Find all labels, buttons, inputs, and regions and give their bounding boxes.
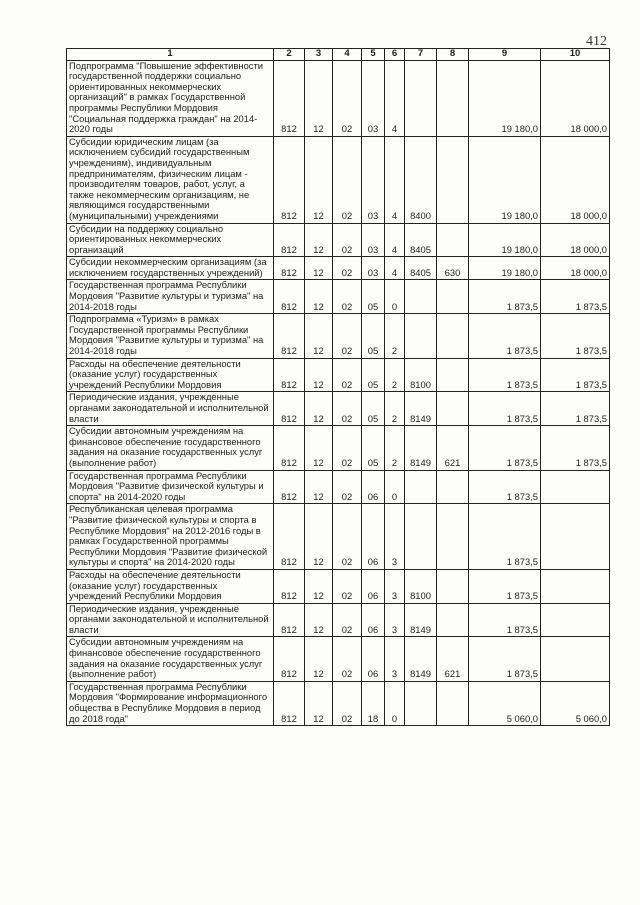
direction-code bbox=[405, 314, 437, 358]
section-code: 12 bbox=[305, 470, 333, 504]
subprogram-code: 3 bbox=[385, 603, 405, 637]
direction-code: 8100 bbox=[405, 358, 437, 392]
direction-code: 8400 bbox=[405, 136, 437, 223]
table-row bbox=[67, 223, 610, 257]
table-row bbox=[67, 60, 610, 136]
header-cell: 4 bbox=[333, 49, 362, 61]
subprogram-code: 4 bbox=[385, 257, 405, 280]
direction-code: 8100 bbox=[405, 569, 437, 603]
admin-code: 812 bbox=[274, 504, 305, 570]
direction-code bbox=[405, 280, 437, 314]
expense-type-code bbox=[437, 314, 469, 358]
amount-col10: 1 873,5 bbox=[541, 280, 610, 314]
amount-col10: 1 873,5 bbox=[541, 314, 610, 358]
admin-code: 812 bbox=[274, 637, 305, 681]
subsection-code: 02 bbox=[333, 223, 362, 257]
subprogram-code: 3 bbox=[385, 569, 405, 603]
program-code: 05 bbox=[362, 314, 385, 358]
subsection-code: 02 bbox=[333, 314, 362, 358]
program-code: 18 bbox=[362, 681, 385, 725]
program-code: 06 bbox=[362, 603, 385, 637]
direction-code: 8149 bbox=[405, 603, 437, 637]
admin-code: 812 bbox=[274, 603, 305, 637]
admin-code: 812 bbox=[274, 314, 305, 358]
subprogram-code: 0 bbox=[385, 681, 405, 725]
admin-code: 812 bbox=[274, 280, 305, 314]
row-name: Подпрограмма "Повышение эффективности государственной поддержки социально ориентированных некоммерческих организаций" в рамках Государственной программы Республики Мордовия "Социальная поддержка граждан" на 2014-2020 годы bbox=[67, 60, 274, 136]
table-row bbox=[67, 504, 610, 570]
expense-type-code bbox=[437, 470, 469, 504]
program-code: 05 bbox=[362, 426, 385, 470]
amount-col9: 1 873,5 bbox=[469, 280, 541, 314]
subsection-code: 02 bbox=[333, 60, 362, 136]
admin-code: 812 bbox=[274, 681, 305, 725]
header-cell: 6 bbox=[385, 49, 405, 61]
direction-code bbox=[405, 681, 437, 725]
section-code: 12 bbox=[305, 392, 333, 426]
amount-col10 bbox=[541, 470, 610, 504]
row-name: Республиканская целевая программа "Развитие физической культуры и спорта в Республике Мордовия" на 2012-2016 годы в рамках Государственной программы Республики Мордовия "Развитие физической культуры и спорта" на 2014-2020 годы bbox=[67, 504, 274, 570]
table-row bbox=[67, 136, 610, 223]
subsection-code: 02 bbox=[333, 280, 362, 314]
section-code: 12 bbox=[305, 426, 333, 470]
amount-col10 bbox=[541, 569, 610, 603]
amount-col10 bbox=[541, 504, 610, 570]
direction-code bbox=[405, 470, 437, 504]
expense-type-code bbox=[437, 358, 469, 392]
amount-col10: 18 000,0 bbox=[541, 60, 610, 136]
row-name: Государственная программа Республики Мордовия "Формирование информационного общества в Республике Мордовия в период до 2018 года" bbox=[67, 681, 274, 725]
page-number: 412 bbox=[586, 34, 607, 49]
direction-code bbox=[405, 504, 437, 570]
subprogram-code: 2 bbox=[385, 392, 405, 426]
amount-col9: 19 180,0 bbox=[469, 60, 541, 136]
row-name: Расходы на обеспечение деятельности (оказание услуг) государственных учреждений Республики Мордовия bbox=[67, 569, 274, 603]
section-code: 12 bbox=[305, 637, 333, 681]
direction-code: 8405 bbox=[405, 223, 437, 257]
subsection-code: 02 bbox=[333, 470, 362, 504]
subprogram-code: 2 bbox=[385, 358, 405, 392]
subprogram-code: 3 bbox=[385, 504, 405, 570]
row-name: Государственная программа Республики Мордовия "Развитие физической культуры и спорта" на 2014-2020 годы bbox=[67, 470, 274, 504]
subprogram-code: 4 bbox=[385, 136, 405, 223]
admin-code: 812 bbox=[274, 60, 305, 136]
program-code: 03 bbox=[362, 257, 385, 280]
row-name: Субсидии некоммерческим организациям (за исключением государственных учреждений) bbox=[67, 257, 274, 280]
admin-code: 812 bbox=[274, 257, 305, 280]
section-code: 12 bbox=[305, 569, 333, 603]
amount-col9: 19 180,0 bbox=[469, 257, 541, 280]
table-row bbox=[67, 426, 610, 470]
subsection-code: 02 bbox=[333, 504, 362, 570]
subprogram-code: 4 bbox=[385, 60, 405, 136]
amount-col10: 1 873,5 bbox=[541, 358, 610, 392]
admin-code: 812 bbox=[274, 136, 305, 223]
amount-col9: 1 873,5 bbox=[469, 569, 541, 603]
budget-table bbox=[66, 48, 610, 726]
table-row bbox=[67, 603, 610, 637]
amount-col9: 1 873,5 bbox=[469, 504, 541, 570]
expense-type-code: 621 bbox=[437, 426, 469, 470]
amount-col9: 1 873,5 bbox=[469, 392, 541, 426]
amount-col10: 18 000,0 bbox=[541, 136, 610, 223]
admin-code: 812 bbox=[274, 358, 305, 392]
expense-type-code bbox=[437, 603, 469, 637]
expense-type-code: 630 bbox=[437, 257, 469, 280]
header-cell: 8 bbox=[437, 49, 469, 61]
section-code: 12 bbox=[305, 60, 333, 136]
row-name: Субсидии автономным учреждениям на финансовое обеспечение государственного задания на оказание государственных услуг (выполнение работ) bbox=[67, 637, 274, 681]
amount-col10: 1 873,5 bbox=[541, 426, 610, 470]
direction-code: 8149 bbox=[405, 426, 437, 470]
program-code: 03 bbox=[362, 136, 385, 223]
table-row bbox=[67, 358, 610, 392]
expense-type-code bbox=[437, 681, 469, 725]
header-cell: 2 bbox=[274, 49, 305, 61]
admin-code: 812 bbox=[274, 223, 305, 257]
expense-type-code bbox=[437, 392, 469, 426]
expense-type-code bbox=[437, 569, 469, 603]
amount-col10: 5 060,0 bbox=[541, 681, 610, 725]
row-name: Подпрограмма «Туризм» в рамках Государственной программы Республики Мордовия "Развитие культуры и туризма" на 2014-2018 годы bbox=[67, 314, 274, 358]
amount-col9: 1 873,5 bbox=[469, 470, 541, 504]
expense-type-code: 621 bbox=[437, 637, 469, 681]
section-code: 12 bbox=[305, 504, 333, 570]
amount-col10: 18 000,0 bbox=[541, 257, 610, 280]
header-cell: 9 bbox=[469, 49, 541, 61]
amount-col10 bbox=[541, 637, 610, 681]
amount-col9: 5 060,0 bbox=[469, 681, 541, 725]
header-cell: 10 bbox=[541, 49, 610, 61]
amount-col9: 1 873,5 bbox=[469, 426, 541, 470]
subsection-code: 02 bbox=[333, 426, 362, 470]
section-code: 12 bbox=[305, 603, 333, 637]
table-row bbox=[67, 314, 610, 358]
program-code: 06 bbox=[362, 569, 385, 603]
program-code: 03 bbox=[362, 60, 385, 136]
row-name: Субсидии юридическим лицам (за исключением субсидий государственным учреждениям), индивидуальным предпринимателям, физическим лицам - производителям товаров, работ, услуг, а также некоммерческим организациям, не являющимся государственными (муниципальными) учреждениями bbox=[67, 136, 274, 223]
admin-code: 812 bbox=[274, 569, 305, 603]
subsection-code: 02 bbox=[333, 569, 362, 603]
row-name: Периодические издания, учрежденные органами законодательной и исполнительной власти bbox=[67, 603, 274, 637]
program-code: 06 bbox=[362, 637, 385, 681]
direction-code bbox=[405, 60, 437, 136]
subprogram-code: 3 bbox=[385, 637, 405, 681]
row-name: Периодические издания, учрежденные органами законодательной и исполнительной власти bbox=[67, 392, 274, 426]
amount-col9: 1 873,5 bbox=[469, 314, 541, 358]
admin-code: 812 bbox=[274, 470, 305, 504]
admin-code: 812 bbox=[274, 392, 305, 426]
subsection-code: 02 bbox=[333, 681, 362, 725]
admin-code: 812 bbox=[274, 426, 305, 470]
subsection-code: 02 bbox=[333, 136, 362, 223]
header-cell: 1 bbox=[67, 49, 274, 61]
table-row bbox=[67, 257, 610, 280]
expense-type-code bbox=[437, 60, 469, 136]
amount-col9: 1 873,5 bbox=[469, 637, 541, 681]
subsection-code: 02 bbox=[333, 603, 362, 637]
program-code: 03 bbox=[362, 223, 385, 257]
program-code: 06 bbox=[362, 504, 385, 570]
amount-col9: 1 873,5 bbox=[469, 358, 541, 392]
program-code: 05 bbox=[362, 358, 385, 392]
header-row bbox=[67, 49, 610, 61]
subsection-code: 02 bbox=[333, 392, 362, 426]
table-row bbox=[67, 637, 610, 681]
expense-type-code bbox=[437, 504, 469, 570]
subprogram-code: 2 bbox=[385, 314, 405, 358]
section-code: 12 bbox=[305, 223, 333, 257]
section-code: 12 bbox=[305, 136, 333, 223]
subprogram-code: 2 bbox=[385, 426, 405, 470]
subsection-code: 02 bbox=[333, 637, 362, 681]
direction-code: 8149 bbox=[405, 392, 437, 426]
subprogram-code: 0 bbox=[385, 280, 405, 314]
table-row bbox=[67, 392, 610, 426]
amount-col10 bbox=[541, 603, 610, 637]
expense-type-code bbox=[437, 280, 469, 314]
program-code: 06 bbox=[362, 470, 385, 504]
table-row bbox=[67, 280, 610, 314]
direction-code: 8149 bbox=[405, 637, 437, 681]
direction-code: 8405 bbox=[405, 257, 437, 280]
section-code: 12 bbox=[305, 358, 333, 392]
row-name: Государственная программа Республики Мордовия "Развитие культуры и туризма" на 2014-2018 годы bbox=[67, 280, 274, 314]
section-code: 12 bbox=[305, 280, 333, 314]
table-body bbox=[67, 60, 610, 726]
amount-col10: 18 000,0 bbox=[541, 223, 610, 257]
subprogram-code: 4 bbox=[385, 223, 405, 257]
amount-col9: 1 873,5 bbox=[469, 603, 541, 637]
section-code: 12 bbox=[305, 314, 333, 358]
table-row bbox=[67, 470, 610, 504]
table-row bbox=[67, 681, 610, 725]
amount-col9: 19 180,0 bbox=[469, 223, 541, 257]
subsection-code: 02 bbox=[333, 257, 362, 280]
program-code: 05 bbox=[362, 280, 385, 314]
subprogram-code: 0 bbox=[385, 470, 405, 504]
row-name: Субсидии на поддержку социально ориентированных некоммерческих организаций bbox=[67, 223, 274, 257]
amount-col10: 1 873,5 bbox=[541, 392, 610, 426]
expense-type-code bbox=[437, 223, 469, 257]
row-name: Расходы на обеспечение деятельности (оказание услуг) государственных учреждений Республики Мордовия bbox=[67, 358, 274, 392]
program-code: 05 bbox=[362, 392, 385, 426]
subsection-code: 02 bbox=[333, 358, 362, 392]
section-code: 12 bbox=[305, 257, 333, 280]
row-name: Субсидии автономным учреждениям на финансовое обеспечение государственного задания на оказание государственных услуг (выполнение работ) bbox=[67, 426, 274, 470]
expense-type-code bbox=[437, 136, 469, 223]
header-cell: 3 bbox=[305, 49, 333, 61]
header-cell: 7 bbox=[405, 49, 437, 61]
amount-col9: 19 180,0 bbox=[469, 136, 541, 223]
header-cell: 5 bbox=[362, 49, 385, 61]
section-code: 12 bbox=[305, 681, 333, 725]
table-row bbox=[67, 569, 610, 603]
